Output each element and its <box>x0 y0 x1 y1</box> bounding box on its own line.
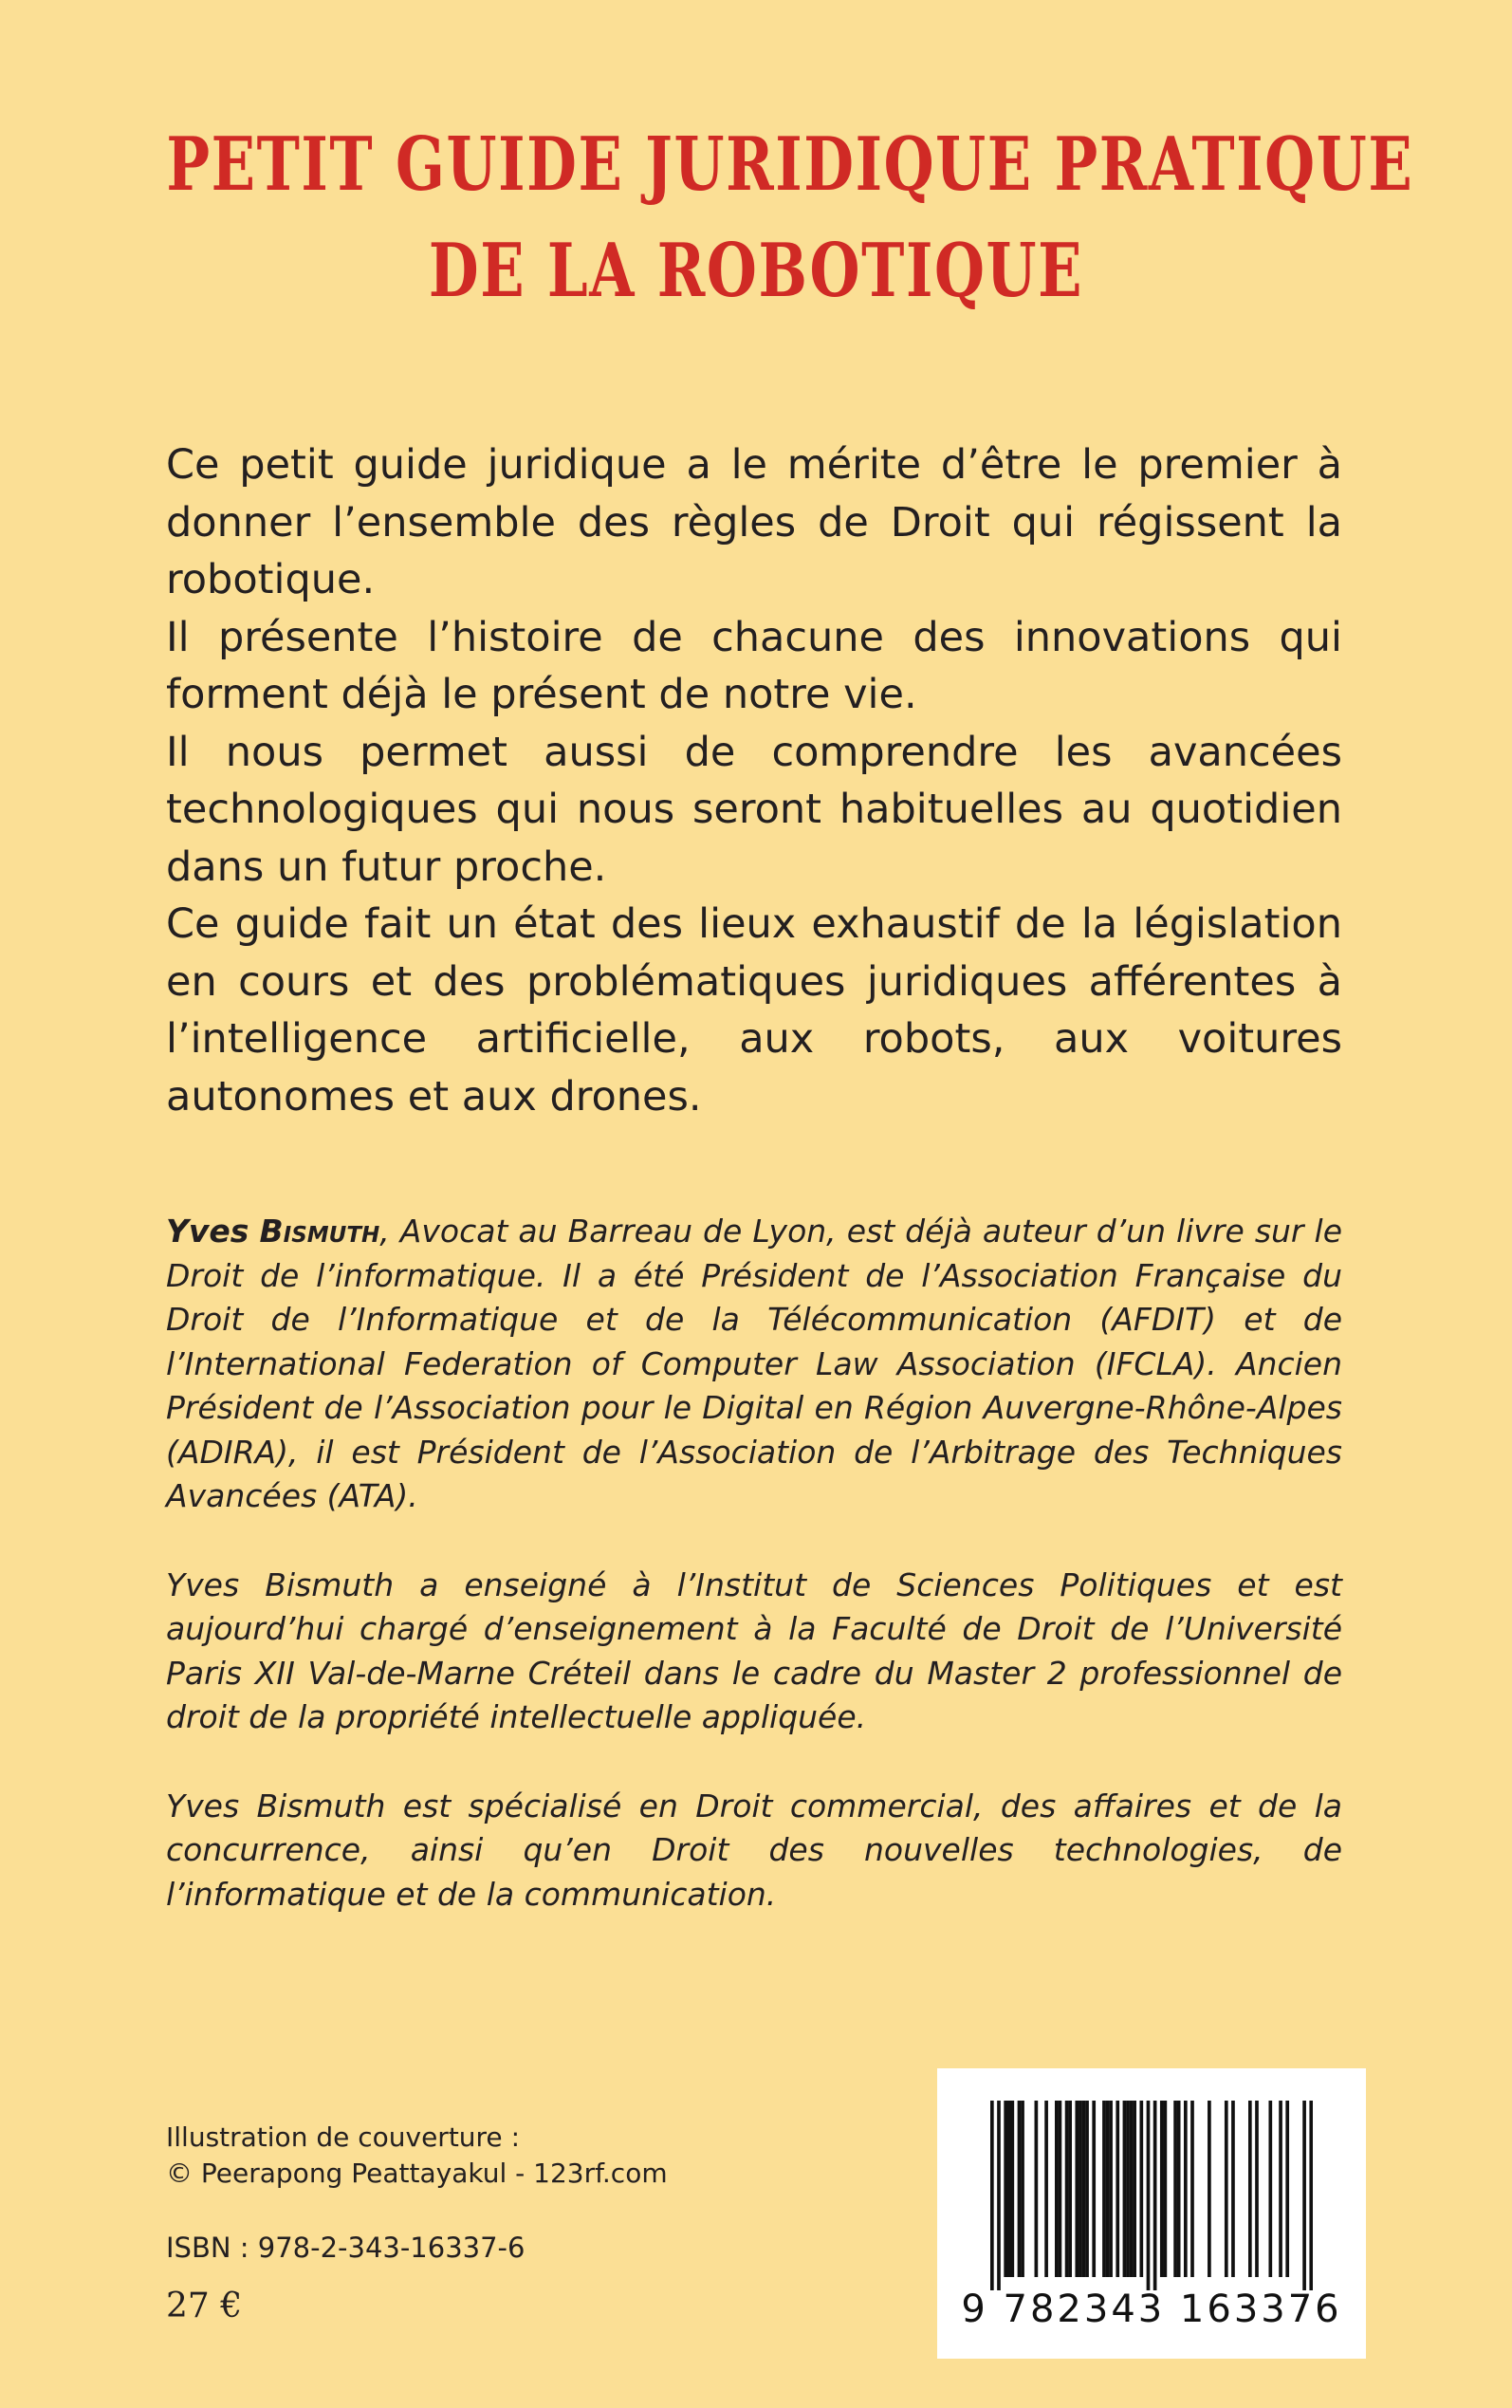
barcode-bar <box>1225 2101 1228 2277</box>
barcode-bars <box>990 2101 1313 2290</box>
barcode-bar <box>1139 2101 1143 2277</box>
barcode-bar <box>1010 2101 1014 2277</box>
barcode-bar <box>1092 2101 1096 2277</box>
barcode-bar <box>1126 2101 1130 2277</box>
intro-text <box>166 436 1342 1125</box>
intro-paragraph: Ce guide fait un état des lieux exhaustif de la législation en cours et des problématiques juridiques afférentes à l’intelligence artificielle, aux robots, aux voitures autonomes et aux drones. <box>166 900 1342 1121</box>
barcode-bar <box>1102 2101 1106 2277</box>
barcode-bar <box>1309 2101 1313 2290</box>
bio-paragraph-1 <box>166 1210 1342 1519</box>
barcode-bar <box>1268 2101 1272 2277</box>
barcode-bar <box>1035 2101 1039 2277</box>
barcode-bar <box>1231 2101 1235 2277</box>
barcode-panel <box>937 2068 1366 2359</box>
barcode-bar <box>1007 2101 1011 2277</box>
title-line-1: PETIT GUIDE JURIDIQUE PRATIQUE <box>166 121 1414 208</box>
title-line-2: DE LA ROBOTIQUE <box>428 228 1084 314</box>
barcode-bar <box>1085 2101 1089 2277</box>
barcode-bar <box>1065 2101 1069 2277</box>
barcode-bar <box>1173 2101 1177 2277</box>
barcode-bar <box>1248 2101 1252 2277</box>
barcode-bar <box>1059 2101 1062 2277</box>
barcode-bar <box>1018 2101 1022 2277</box>
illustration-credit <box>166 2120 668 2192</box>
barcode-bar <box>1208 2101 1211 2277</box>
barcode-bar <box>1079 2101 1082 2277</box>
barcode-bar <box>1302 2101 1306 2290</box>
barcode-bar <box>1123 2101 1127 2277</box>
barcode-bar <box>1116 2101 1119 2277</box>
barcode-bar <box>1285 2101 1289 2277</box>
author-last-name: Bismuth <box>259 1213 380 1250</box>
book-title <box>166 112 1414 324</box>
barcode-bar <box>1190 2101 1194 2277</box>
barcode-bar <box>1109 2101 1113 2277</box>
barcode-bar <box>1164 2101 1168 2277</box>
barcode-bar <box>1153 2101 1157 2290</box>
intro-paragraph: Ce petit guide juridique a le mérite d’être le premier à donner l’ensemble des règles de Droit qui régissent la robotique. <box>166 441 1342 603</box>
barcode-bar <box>1130 2101 1134 2277</box>
barcode-bar <box>1021 2101 1024 2277</box>
barcode-bar <box>1055 2101 1059 2277</box>
barcode-bar <box>1184 2101 1188 2277</box>
barcode-bar <box>1177 2101 1181 2277</box>
barcode-bar <box>1075 2101 1079 2277</box>
isbn-text: ISBN : 978-2-343-16337-6 <box>166 2232 526 2264</box>
barcode-bar <box>1255 2101 1259 2277</box>
barcode-bar <box>1279 2101 1282 2277</box>
intro-paragraph: Il présente l’histoire de chacune des innovations qui forment déjà le présent de notre vie. <box>166 613 1342 718</box>
credit-source: © Peerapong Peattayakul - 123rf.com <box>166 2158 668 2189</box>
barcode-bar <box>990 2101 994 2290</box>
credit-label: Illustration de couverture : <box>166 2121 520 2153</box>
barcode-digits: 9 782343 163376 <box>961 2288 1342 2331</box>
barcode-bar <box>997 2101 1001 2290</box>
intro-paragraph: Il nous permet aussi de comprendre les avancées technologiques qui nous seront habituelles au quotidien dans un futur proche. <box>166 728 1342 891</box>
author-first-name: Yves <box>166 1213 249 1250</box>
bio-paragraph-2: Yves Bismuth a enseigné à l’Institut de Sciences Politiques et est aujourd’hui chargé d’enseignement à la Faculté de Droit de l’Université Paris XII Val-de-Marne Créteil dans le cadre du Master 2 professionnel de droit de la propriété intellectuelle appliquée. <box>166 1565 1342 1735</box>
bio-paragraph-3: Yves Bismuth est spécialisé en Droit commercial, des affaires et de la concurrence, ainsi qu’en Droit des nouvelles technologies, de l’informatique et de la communication. <box>166 1787 1342 1913</box>
barcode-bar <box>1133 2101 1136 2277</box>
bio-paragraph-1-text: , Avocat au Barreau de Lyon, est déjà auteur d’un livre sur le Droit de l’informatique. Il a été Président de l’Association Française du Droit de l’Informatique et de la Télécommunication (AFDIT) et de l’International Federation of Computer Law Association (IFCLA). Ancien Président de l’Association pour le Digital en Région Auvergne-Rhône-Alpes (ADIRA), il est Président de l’Association de l’Arbitrage des Techniques Avancées (ATA). <box>166 1213 1342 1514</box>
barcode-bar <box>1004 2101 1007 2277</box>
barcode-bar <box>1082 2101 1086 2277</box>
price-text: 27 € <box>166 2287 243 2325</box>
barcode-bar <box>1106 2101 1110 2277</box>
barcode-bar <box>1147 2101 1151 2290</box>
barcode-bar <box>1160 2101 1164 2277</box>
barcode-bar <box>1044 2101 1048 2277</box>
author-bio <box>166 1210 1342 1961</box>
barcode-bar <box>1068 2101 1072 2277</box>
